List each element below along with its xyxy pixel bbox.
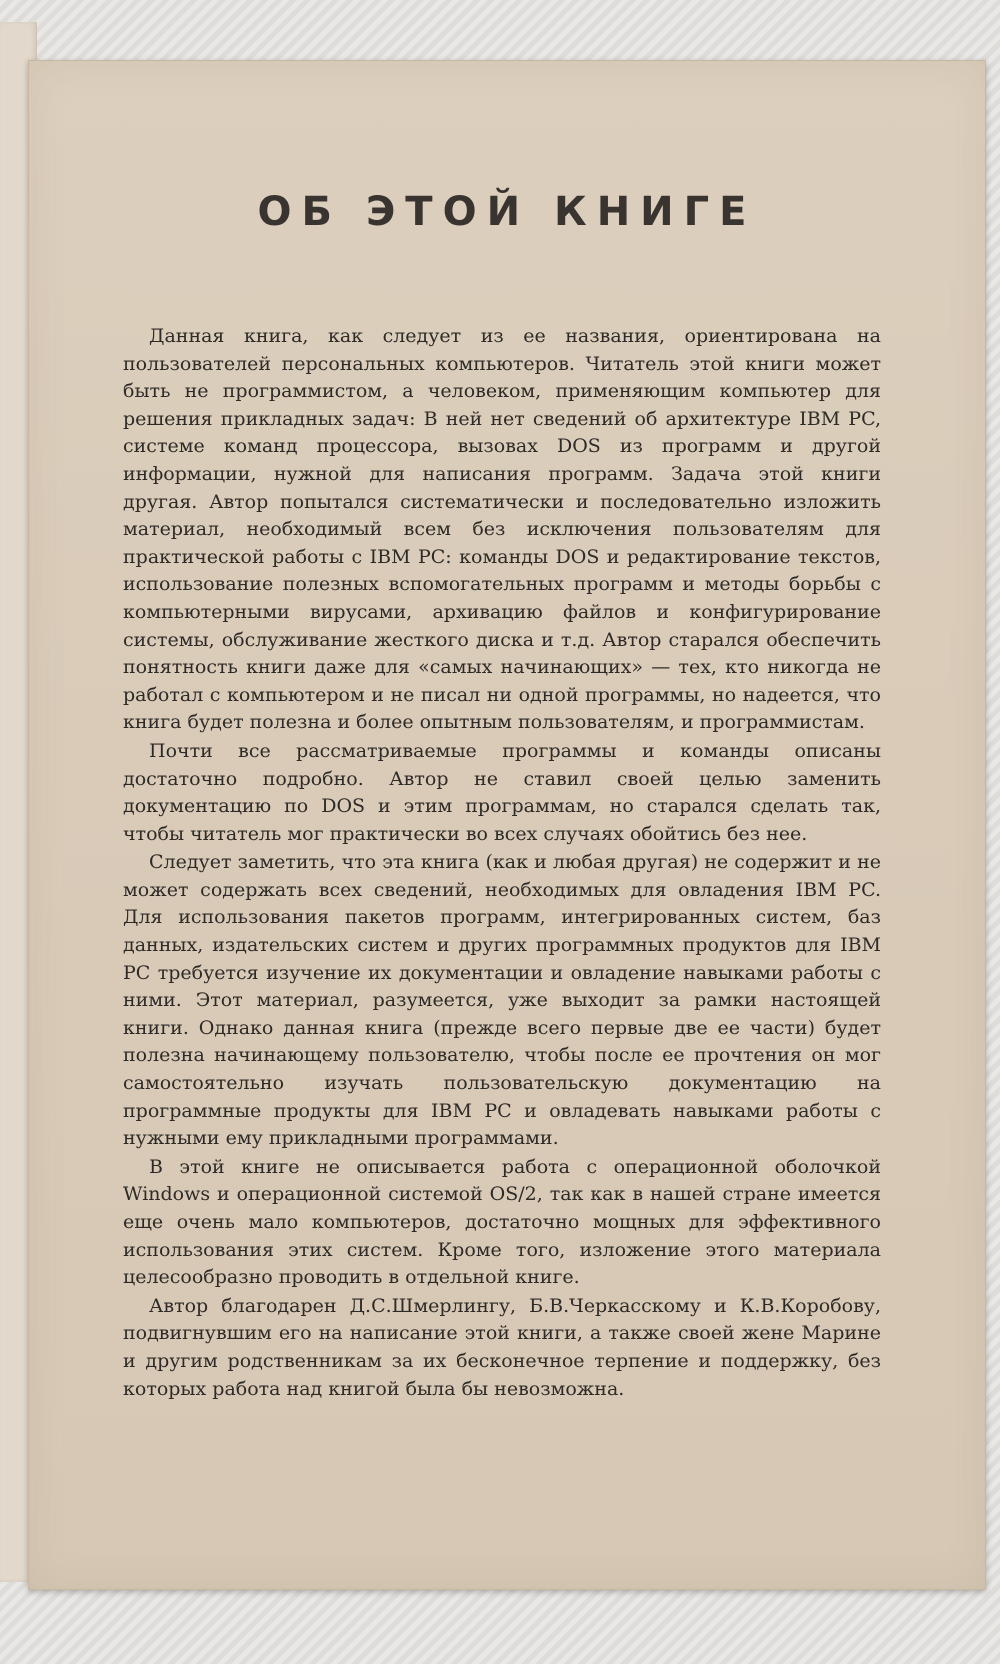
- paragraph-intro: Данная книга, как следует из ее названия, ориентирована на пользователей персональных компьютеров. Читатель этой книги может быть не программистом, а человеком, применяющим компьютер для решения прикладных задач: В ней нет сведений об архитектуре IBM PC, системе команд процессора, вызовах DOS из программ и другой информации, нужной для написания программ. Задача этой книги другая. Автор попытался систематически и последовательно изложить материал, необходимый всем без исключения пользователям для практической работы с IBM PC: команды DOS и редактирование текстов, использование полезных вспомогательных программ и методы борьбы с компьютерными вирусами, архивацию файлов и конфигурирование системы, обслуживание жесткого диска и т.д. Автор старался обеспечить понятность книги даже для «самых начинающих» — тех, кто никогда не работал с компьютером и не писал ни одной программы, но надеется, что книга будет полезна и более опытным пользователям, и программистам.: [123, 325, 881, 734]
- page-title: ОБ ЭТОЙ КНИГЕ: [257, 189, 757, 235]
- book-page: [28, 60, 986, 1590]
- page-body: [123, 323, 881, 1404]
- paragraph-exclusions: В этой книге не описывается работа с операционной оболочкой Windows и операционной системой OS/2, так как в нашей стране имеется еще очень мало компьютеров, достаточно мощных для эффективного использования этих систем. Кроме того, изложение этого материала целесообразно проводить в отдельной книге.: [123, 1155, 881, 1289]
- paragraph-scope: Следует заметить, что эта книга (как и любая другая) не содержит и не может содержать всех сведений, необходимых для овладения IBM PC. Для использования пакетов программ, интегрированных систем, баз данных, издательских систем и других программных продуктов для IBM PC требуется изучение их документации и овладение навыками работы с ними. Этот материал, разумеется, уже выходит за рамки настоящей книги. Однако данная книга (прежде всего первые две ее части) будет полезна начинающему пользователю, чтобы после ее прочтения он мог самостоятельно изучать пользовательскую документацию на программные продукты для IBM PC и овладевать навыками работы с нужными ему прикладными программами.: [123, 851, 881, 1150]
- paragraph-detail: Почти все рассматриваемые программы и команды описаны достаточно подробно. Автор не ставил своей целью заменить документацию по DOS и этим программам, но старался сделать так, чтобы читатель мог практически во всех случаях обойтись без нее.: [123, 739, 881, 845]
- paragraph-acknowledgements: Автор благодарен Д.С.Шмерлингу, Б.В.Черкасскому и К.В.Коробову, подвигнувшим его на написание этой книги, а также своей жене Марине и другим родственникам за их бесконечное терпение и поддержку, без которых работа над книгой была бы невозможна.: [123, 1294, 881, 1400]
